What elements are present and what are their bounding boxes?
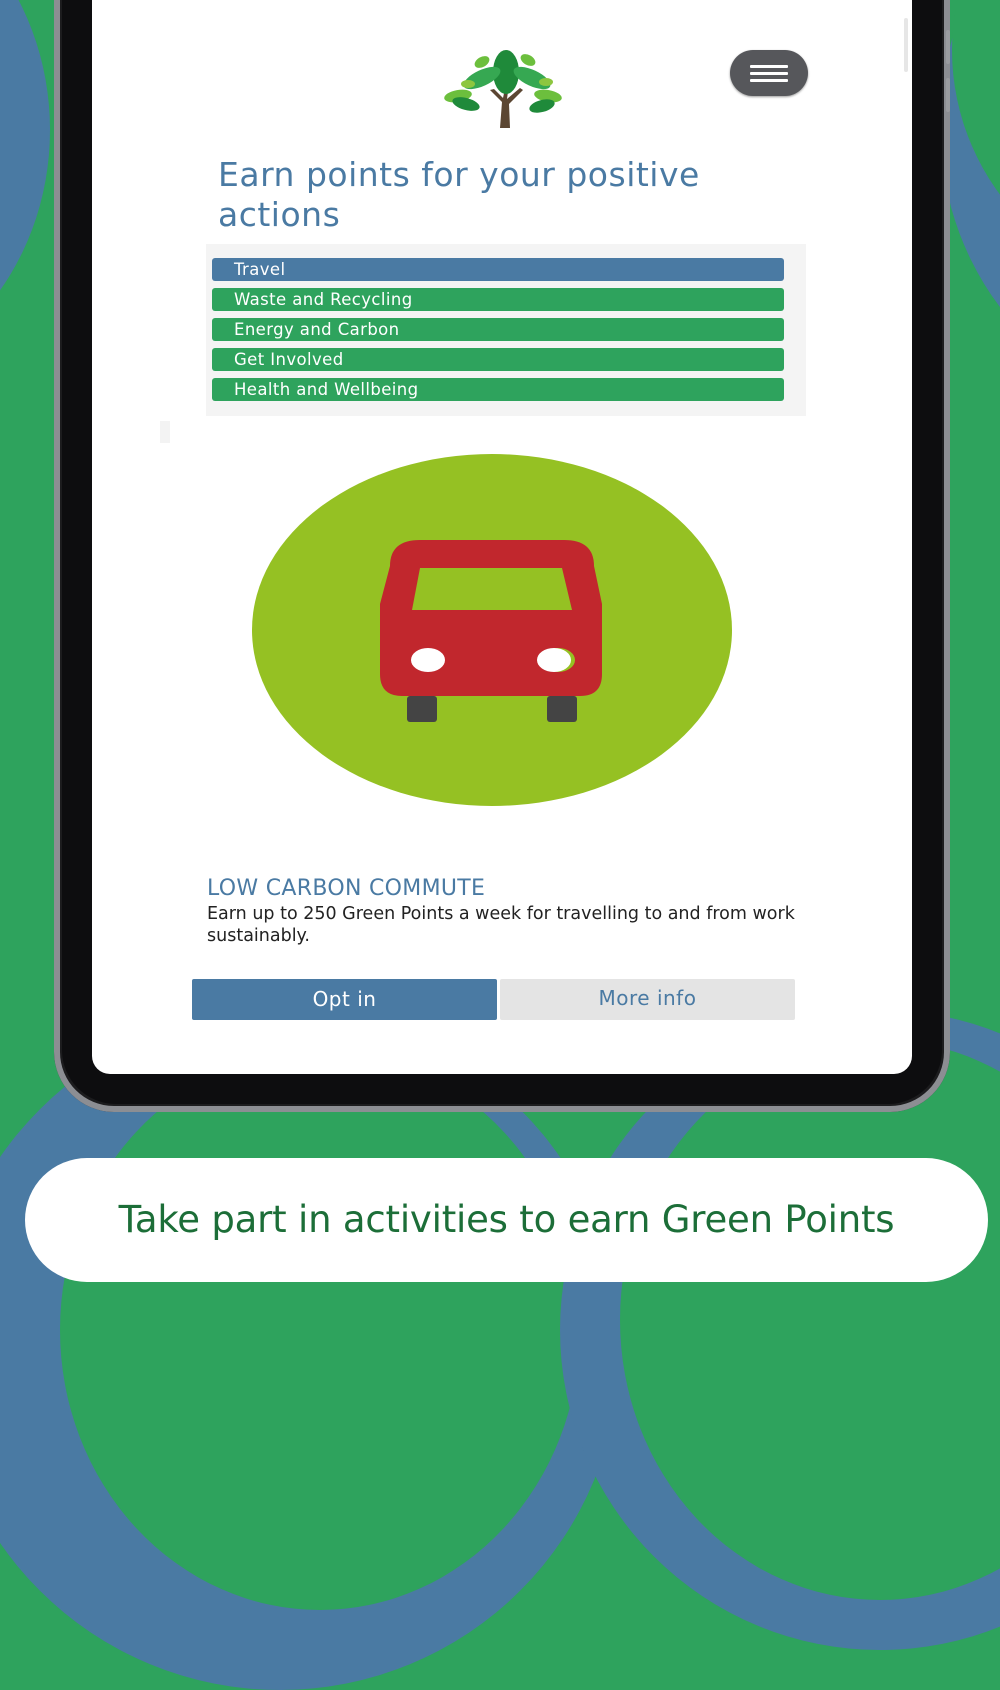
category-label: Waste and Recycling — [234, 290, 413, 309]
category-waste-and-recycling[interactable] — [212, 288, 784, 311]
category-label: Get Involved — [234, 350, 344, 369]
page-heading: Earn points for your positive actions — [218, 155, 700, 234]
category-label: Energy and Carbon — [234, 320, 400, 339]
activity-title: LOW CARBON COMMUTE — [207, 876, 486, 901]
category-energy-and-carbon[interactable] — [212, 318, 784, 341]
volume-button-lower — [946, 78, 950, 112]
app-screen — [92, 0, 912, 1074]
tree-logo-icon — [436, 44, 572, 134]
activity-description: Earn up to 250 Green Points a week for travelling to and from work sustainably. — [207, 904, 795, 946]
opt-in-button[interactable]: Opt in — [192, 979, 497, 1020]
car-icon — [250, 452, 734, 808]
category-list — [206, 244, 806, 416]
placeholder-mark — [160, 421, 170, 443]
scroll-indicator[interactable] — [904, 18, 908, 72]
category-travel[interactable] — [212, 258, 784, 281]
caption-text: Take part in activities to earn Green Points — [118, 1198, 895, 1241]
caption-banner — [25, 1158, 988, 1282]
category-health-and-wellbeing[interactable] — [212, 378, 784, 401]
menu-button[interactable] — [730, 50, 808, 96]
category-get-involved[interactable] — [212, 348, 784, 371]
background-blue-arc-left — [0, 0, 50, 390]
background-green-circle-bottom-left — [60, 1050, 580, 1610]
category-label: Health and Wellbeing — [234, 380, 419, 399]
category-label: Travel — [234, 260, 286, 279]
more-info-button[interactable]: More info — [500, 979, 795, 1020]
volume-button — [946, 30, 950, 64]
